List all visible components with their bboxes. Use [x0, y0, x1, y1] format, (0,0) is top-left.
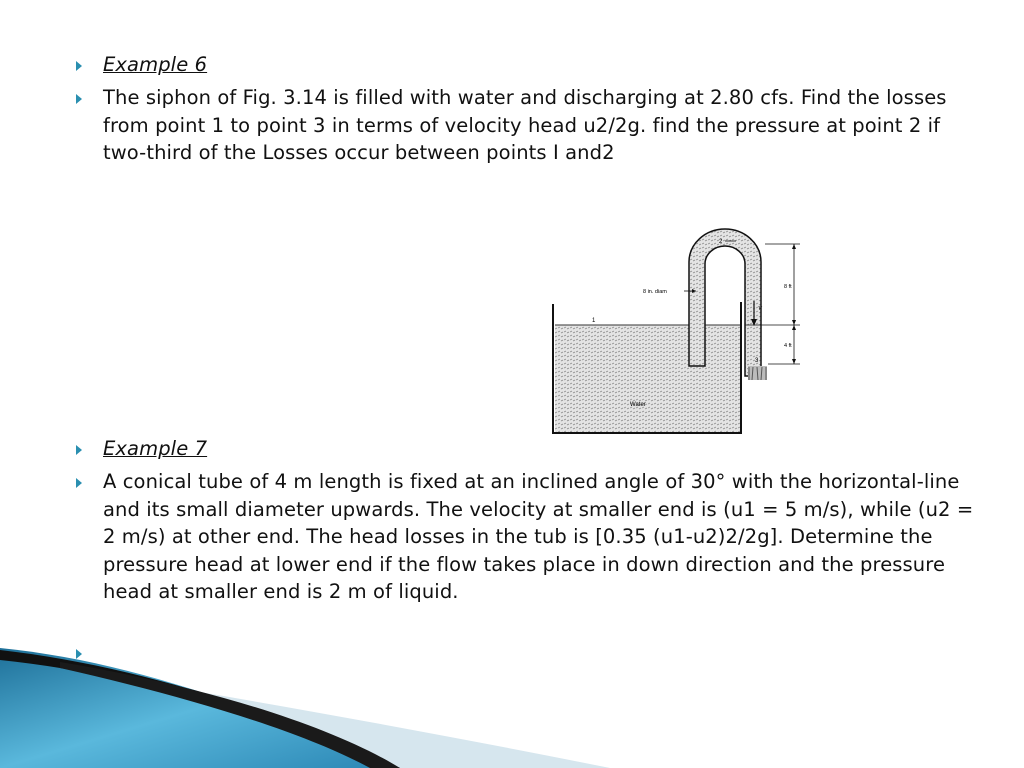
swoosh-light — [0, 660, 610, 768]
dimension-4ft-label: 4 ft — [784, 343, 792, 349]
velocity-label: V — [758, 306, 762, 312]
swoosh-dark — [0, 650, 400, 768]
siphon-figure — [540, 226, 810, 440]
swoosh-blue — [0, 648, 400, 768]
dimension-8ft-label: 8 ft — [784, 284, 792, 290]
example-7-problem-text: A conical tube of 4 m length is fixed at an inclined angle of 30° with the horizontal-line and its small diameter upwards. The velocity at smaller end is (u1 = 5 m/s), while (u2 = 2 m/s) at other end. The head losses in the tub is [0.35 (u1-u2)2/2g]. Determine the pressure head at lower end if the flow takes place in down direction and the pressure head at smaller end is 2 m of liquid. — [103, 470, 974, 603]
bullet-marker — [76, 478, 82, 488]
bullet-marker — [76, 445, 82, 455]
water-label: Water — [630, 402, 646, 408]
diameter-label: 8 in. diam — [643, 289, 667, 295]
swoosh-dark-tail — [60, 662, 400, 768]
point-3-label: 3 — [755, 358, 759, 364]
example-7-heading: Example 7 — [103, 437, 208, 460]
example-6-problem-text: The siphon of Fig. 3.14 is filled with water and discharging at 2.80 cfs. Find the losses from point 1 to point 3 in terms of velocity head u2/2g. find the pressure at point 2 if two-third of the Losses occur between points I and2 — [103, 86, 947, 164]
bullet-marker — [76, 649, 82, 659]
tank-water — [555, 325, 740, 432]
bullet-marker — [76, 61, 82, 71]
point-1-label: 1 — [592, 318, 596, 324]
example-6-heading: Example 6 — [103, 53, 208, 76]
bullet-marker — [76, 94, 82, 104]
point-2-label: 2 — [719, 239, 723, 245]
